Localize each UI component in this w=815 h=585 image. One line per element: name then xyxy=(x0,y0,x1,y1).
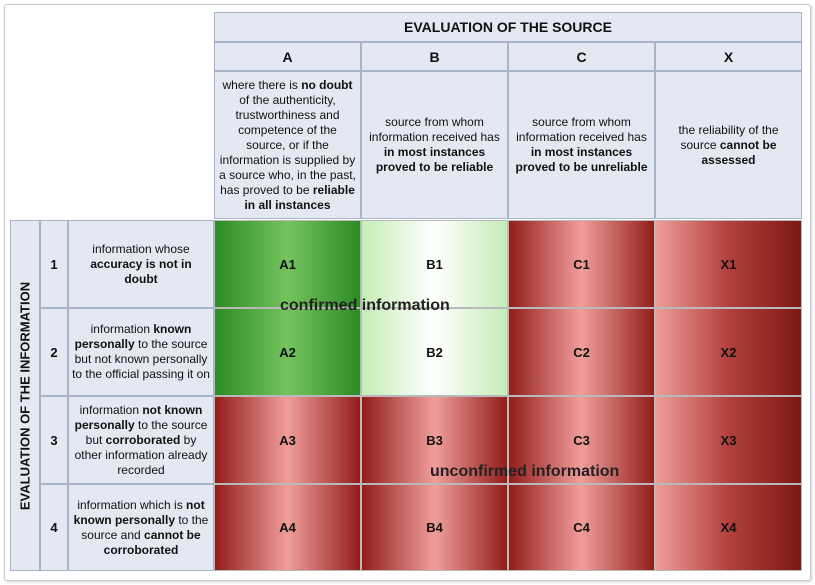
emphasis-text: in most instances proved to be unreliable xyxy=(515,145,648,174)
column-description-c xyxy=(508,71,655,219)
column-description-a xyxy=(214,71,361,219)
grid-cell-b2: B2 xyxy=(361,308,508,396)
column-header-x: X xyxy=(655,42,802,71)
grid-cell-b1: B1 xyxy=(361,220,508,308)
information-evaluation-title xyxy=(10,220,40,571)
emphasis-text: corroborated xyxy=(105,432,181,447)
unconfirmed-information-label: unconfirmed information xyxy=(430,463,620,480)
description-text: source from whom information received has in most instances proved to be unreliable xyxy=(515,115,648,174)
grid-cell-x2: X2 xyxy=(655,308,802,396)
description-text: information known personally to the source but not known personally to the official passing it on xyxy=(72,322,210,381)
grid-cell-a2: A2 xyxy=(214,308,361,396)
confirmed-information-label: confirmed information xyxy=(280,297,450,314)
row-number-3: 3 xyxy=(40,396,68,484)
description-text: information which is not known personally to the source and cannot be corroborated xyxy=(73,497,209,557)
description-text: information not known personally to the source but corroborated by other information already recorded xyxy=(74,402,208,477)
column-header-a: A xyxy=(214,42,361,71)
emphasis-text: accuracy is not in doubt xyxy=(90,256,192,286)
emphasis-text: reliable in all instances xyxy=(244,182,355,212)
row-number-4: 4 xyxy=(40,484,68,571)
grid-cell-x4: X4 xyxy=(655,484,802,571)
grid-cell-a3: A3 xyxy=(214,396,361,484)
information-evaluation-title-text: EVALUATION OF THE INFORMATION xyxy=(17,281,33,510)
emphasis-text: no doubt xyxy=(301,77,353,92)
description-text: source from whom information received has in most instances proved to be reliable xyxy=(369,115,500,174)
description-text: where there is no doubt of the authenticity, trustworthiness and competence of the source, or if the information is supplied by a source who, in the past, has proved to be reliable in all instances xyxy=(219,77,356,212)
row-description-4 xyxy=(68,484,214,571)
emphasis-text: known personally xyxy=(74,322,192,351)
emphasis-text: in most instances proved to be reliable xyxy=(375,145,494,174)
grid-cell-x3: X3 xyxy=(655,396,802,484)
grid-cell-a1: A1 xyxy=(214,220,361,308)
grid-cell-c2: C2 xyxy=(508,308,655,396)
emphasis-text: not known personally xyxy=(74,402,203,432)
grid-cell-a4: A4 xyxy=(214,484,361,571)
source-evaluation-title: EVALUATION OF THE SOURCE xyxy=(214,12,802,42)
grid-cell-c3: C3 xyxy=(508,396,655,484)
row-description-2 xyxy=(68,308,214,396)
row-description-3 xyxy=(68,396,214,484)
description-text: the reliability of the source cannot be assessed xyxy=(678,122,779,167)
emphasis-text: cannot be corroborated xyxy=(103,527,201,557)
column-header-c: C xyxy=(508,42,655,71)
grid-cell-b4: B4 xyxy=(361,484,508,571)
column-header-b: B xyxy=(361,42,508,71)
row-number-2: 2 xyxy=(40,308,68,396)
grid-cell-c1: C1 xyxy=(508,220,655,308)
emphasis-text: cannot be assessed xyxy=(701,137,777,167)
grid-cell-c4: C4 xyxy=(508,484,655,571)
grid-cell-b3: B3 xyxy=(361,396,508,484)
row-description-1 xyxy=(68,220,214,308)
column-description-b xyxy=(361,71,508,219)
emphasis-text: not known personally xyxy=(73,497,205,527)
description-text: information whose accuracy is not in doubt xyxy=(90,241,192,286)
grid-cell-x1: X1 xyxy=(655,220,802,308)
column-description-x xyxy=(655,71,802,219)
row-number-1: 1 xyxy=(40,220,68,308)
